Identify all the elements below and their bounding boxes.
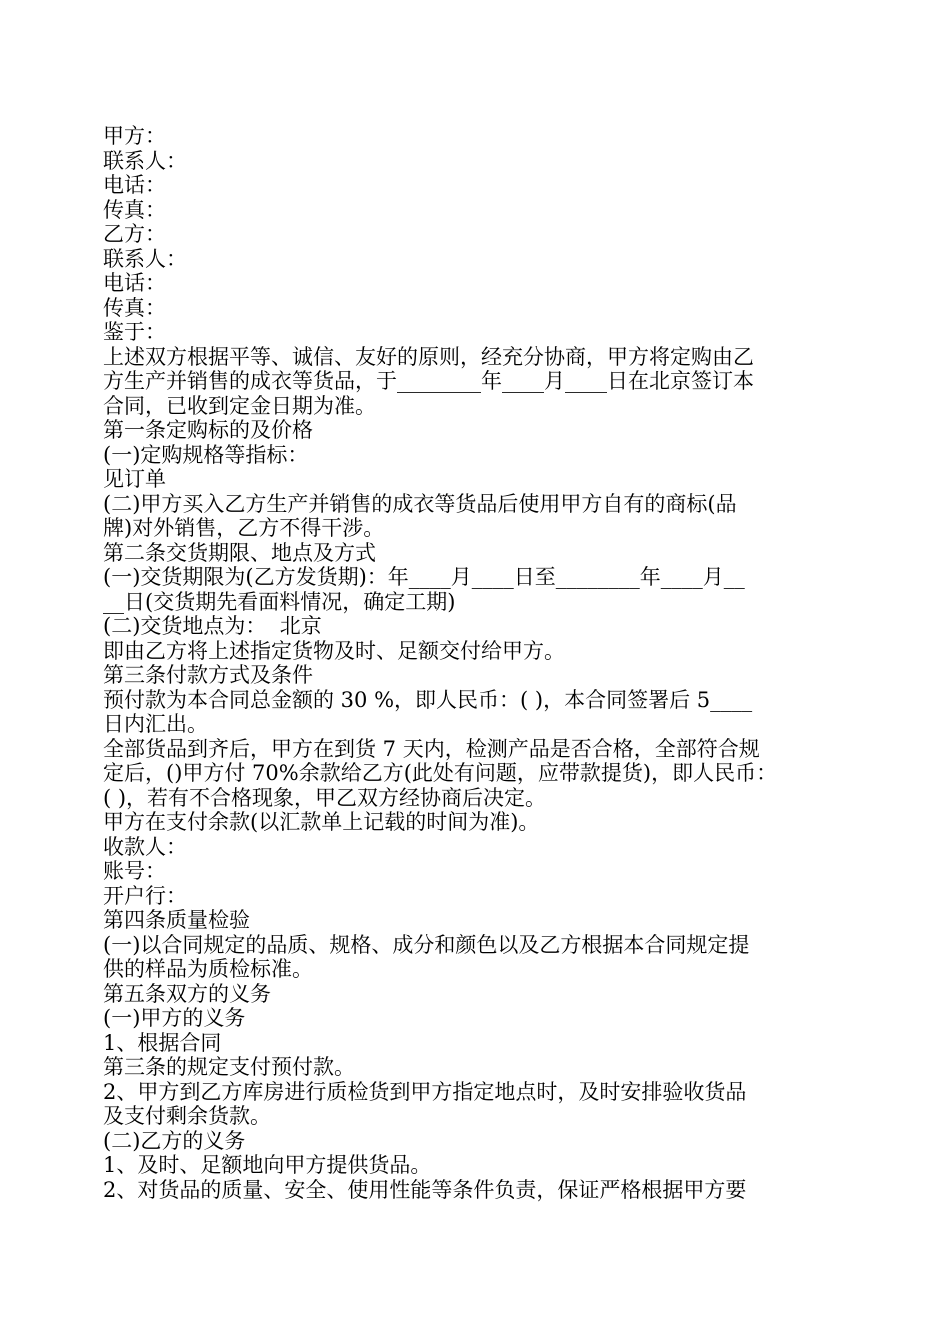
text-line: (二)交货地点为： 北京 — [103, 614, 322, 638]
text-line: 牌)对外销售，乙方不得干涉。 — [103, 516, 385, 540]
text-line: ( )，若有不合格现象，甲乙双方经协商后决定。 — [103, 785, 547, 810]
text-line: 2、对货品的质量、安全、使用性能等条件负责，保证严格根据甲方要 — [103, 1177, 747, 1202]
text-line: 上述双方根据平等、诚信、友好的原则，经充分协商，甲方将定购由乙 — [103, 344, 754, 369]
text-line: 传真： — [103, 295, 166, 320]
section-heading: 第五条双方的义务 — [103, 981, 271, 1006]
text-line: (二)甲方买入乙方生产并销售的成衣等货品后使用甲方自有的商标(品 — [103, 491, 737, 516]
text-line: 即由乙方将上述指定货物及时、足额交付给甲方。 — [103, 638, 565, 663]
text-line: 电话： — [103, 271, 166, 295]
text-line: (二)乙方的义务 — [103, 1128, 246, 1153]
text-line: (一)以合同规定的品质、规格、成分和颜色以及乙方根据本合同规定提 — [103, 932, 750, 957]
text-line: 电话： — [103, 173, 166, 197]
text-line: 全部货品到齐后，甲方在到货 7 天内，检测产品是否合格，全部符合规 — [103, 736, 760, 761]
text-line: 2、甲方到乙方库房进行质检货到甲方指定地点时，及时安排验收货品 — [103, 1079, 747, 1104]
text-line: 1、根据合同 — [103, 1030, 222, 1055]
section-heading: 第四条质量检验 — [103, 908, 250, 932]
text-line: 开户行： — [103, 883, 187, 908]
text-line: 联系人： — [103, 148, 187, 173]
text-line: (一)定购规格等指标： — [103, 442, 309, 467]
text-line: 甲方： — [103, 124, 166, 148]
section-heading: 第一条定购标的及价格 — [103, 418, 313, 442]
text-line: (一)甲方的义务 — [103, 1006, 246, 1030]
text-line: 预付款为本合同总金额的 30 %，即人民币：( )，本合同签署后 5____ — [103, 687, 753, 712]
text-line: 传真： — [103, 197, 166, 222]
section-heading: 第二条交货期限、地点及方式 — [103, 540, 376, 565]
text-line: __日(交货期先看面料情况，确定工期) — [103, 589, 456, 614]
text-line: 方生产并销售的成衣等货品，于________年____月____日在北京签订本 — [103, 369, 754, 393]
text-line: (一)交货期限为(乙方发货期)：年____月____日至________年____月__ — [103, 565, 745, 589]
text-line: 收款人： — [103, 834, 187, 859]
text-line: 合同，已收到定金日期为准。 — [103, 393, 376, 418]
text-line: 日内汇出。 — [103, 712, 208, 736]
text-line: 第三条的规定支付预付款。 — [103, 1055, 355, 1079]
text-line: 鉴于： — [103, 320, 166, 344]
text-line: 定后，()甲方付 70%余款给乙方(此处有问题，应带款提货)，即人民币： — [103, 761, 778, 785]
text-line: 账号： — [103, 859, 166, 883]
text-line: 见订单 — [103, 467, 166, 491]
section-heading: 第三条付款方式及条件 — [103, 663, 313, 687]
contract-text — [103, 124, 863, 1202]
text-line: 及支付剩余货款。 — [103, 1104, 271, 1128]
text-line: 1、及时、足额地向甲方提供货品。 — [103, 1153, 432, 1177]
text-line: 乙方： — [103, 222, 166, 246]
text-line: 联系人： — [103, 246, 187, 271]
text-line: 甲方在支付余款(以汇款单上记载的时间为准)。 — [103, 810, 540, 834]
text-line: 供的样品为质检标准。 — [103, 957, 313, 981]
